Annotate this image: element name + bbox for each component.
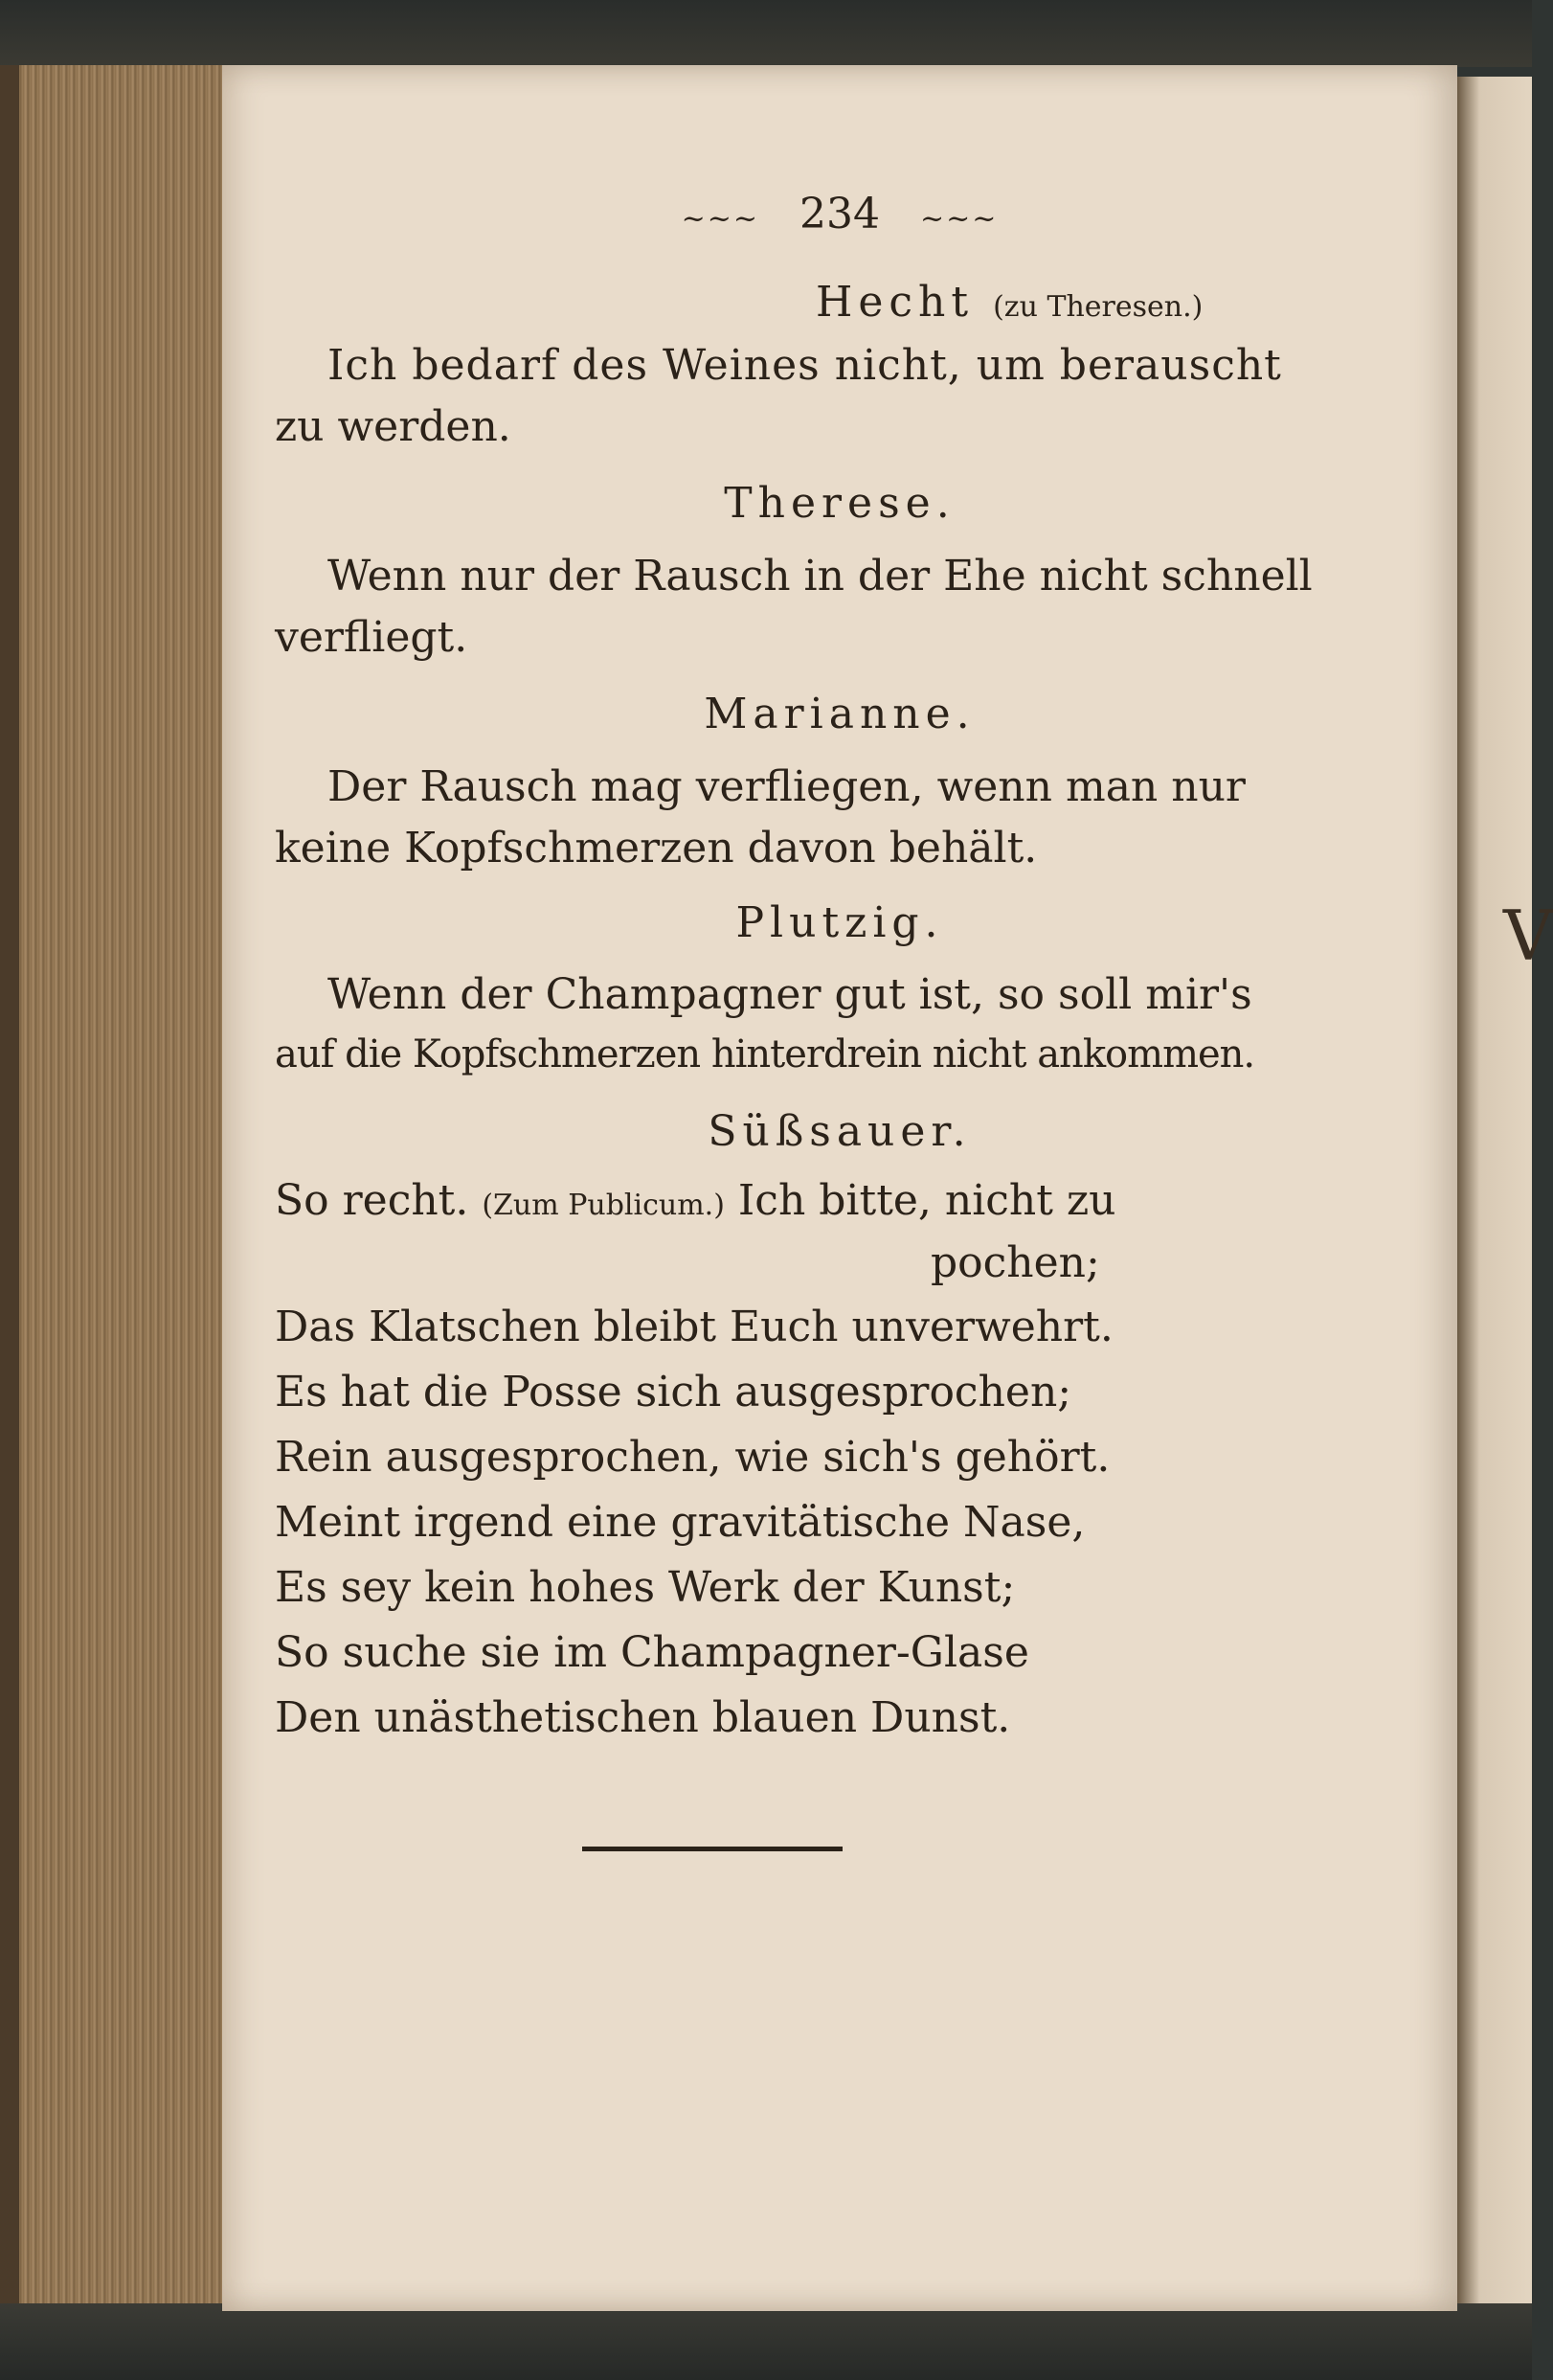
- header-ornament-right: ~~~: [919, 202, 999, 236]
- text-line: keine Kopfschmerzen davon behält.: [275, 824, 1038, 873]
- page-header: [222, 190, 1457, 238]
- speaker-therese: Therese.: [724, 479, 956, 528]
- text-fragment: So recht.: [275, 1176, 469, 1225]
- page-number: 234: [799, 190, 880, 238]
- header-ornament-left: ~~~: [681, 202, 760, 236]
- text-line: Der Rausch mag verfliegen, wenn man nur: [327, 762, 1246, 811]
- text-line: verfliegt.: [275, 613, 468, 662]
- text-line: Wenn der Champagner gut ist, so soll mir's: [327, 970, 1252, 1019]
- text-line: zu werden.: [275, 402, 511, 451]
- verse-line: Es hat die Posse sich ausgesprochen;: [275, 1368, 1072, 1417]
- end-rule: [582, 1847, 843, 1851]
- speaker-marianne: Marianne.: [704, 690, 976, 738]
- speaker-name: Hecht: [816, 278, 975, 327]
- next-page-edge: [1457, 77, 1532, 2308]
- verse-line: Das Klatschen bleibt Euch unverwehrt.: [275, 1303, 1114, 1351]
- text-line: auf die Kopfschmerzen hinterdrein nicht ankommen.: [275, 1032, 1255, 1077]
- next-page-glyph: V: [1503, 895, 1553, 976]
- speaker-hecht: [816, 278, 1203, 327]
- top-background: [0, 0, 1532, 67]
- speaker-plutzig: Plutzig.: [735, 898, 944, 947]
- verse-line: pochen;: [931, 1238, 1100, 1287]
- book-page: [222, 65, 1457, 2311]
- verse-line: So suche sie im Champagner-Glase: [275, 1628, 1029, 1677]
- stage-direction: (zu Theresen.): [993, 290, 1204, 324]
- text-fragment: Ich bitte, nicht zu: [737, 1176, 1116, 1225]
- page-edges: [0, 65, 222, 2311]
- bottom-background: [0, 2303, 1532, 2380]
- speaker-suesssauer: Süßsauer.: [708, 1107, 972, 1156]
- verse-line: Meint irgend eine gravitätische Nase,: [275, 1498, 1086, 1547]
- text-line: Wenn nur der Rausch in der Ehe nicht schnell: [327, 552, 1313, 601]
- verse-line: Den unästhetischen blauen Dunst.: [275, 1693, 1011, 1742]
- stage-direction: (Zum Publicum.): [482, 1189, 725, 1222]
- book-spine: [0, 65, 19, 2311]
- verse-line: [275, 1176, 1115, 1225]
- verse-line: Es sey kein hohes Werk der Kunst;: [275, 1563, 1016, 1612]
- verse-line: Rein ausgesprochen, wie sich's gehört.: [275, 1433, 1111, 1482]
- text-line: Ich bedarf des Weines nicht, um berauscht: [327, 341, 1282, 390]
